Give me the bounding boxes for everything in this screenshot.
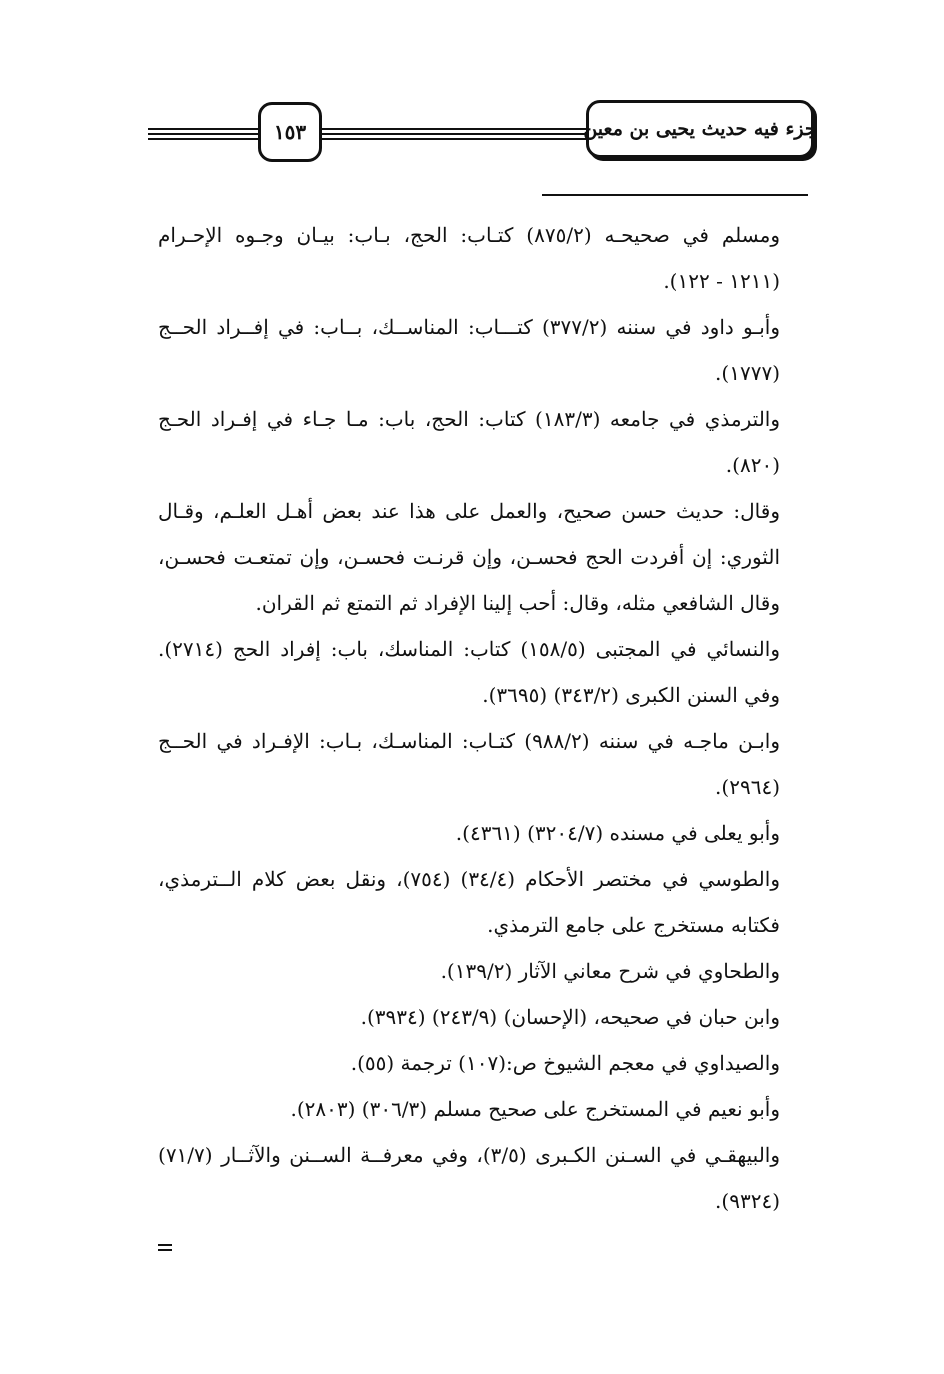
text-line: والطحاوي في شرح معاني الآثار (١٣٩/٢). [440,959,780,983]
text-line: وأبو يعلى في مسنده (٣٢٠٤/٧) (٤٣٦١). [455,821,780,845]
text-line: وابن حبان في صحيحه، (الإحسان) (٢٤٣/٩) (٣٩٣٤). [360,1005,780,1029]
text-line: والنسائي في المجتبى (١٥٨/٥) كتاب: المناسك، باب: إفراد الحج (٢٧١٤). [158,637,780,661]
text-line: والبيهقـي في السـنن الكـبرى (٣/٥)، وفي معرفــة الســنن والآثــار (٧١/٧) [158,1143,780,1167]
text-line: والطوسي في مختصر الأحكام (٣٤/٤) (٧٥٤)، ونقل بعض كلام الــترمذي، [158,867,780,891]
header-rule-middle [316,128,596,142]
text-line: (١٢١١ - ١٢٢). [663,269,780,293]
text-line: وأبو نعيم في المستخرج على صحيح مسلم (٣٠٦/٣) (٢٨٠٣). [290,1097,780,1121]
text-line: ومسلم في صحيحـه (٨٧٥/٢) كتـاب: الحج، بـاب: بيـان وجـوه الإحـرام [158,223,780,247]
text-line: فكتابه مستخرج على جامع الترمذي. [487,913,780,937]
text-line: وابـن ماجـه في سننه (٩٨٨/٢) كتـاب: المناسـك، بـاب: الإفـراد في الحــج [158,729,780,753]
footnote-end-mark [158,1244,172,1254]
text-line: (٩٣٢٤). [715,1189,780,1213]
text-line: والترمذي في جامعه (١٨٣/٣) كتاب: الحج، باب: مـا جـاء في إفـراد الحـج [158,407,780,431]
footnote-separator [542,194,808,196]
text-line: (٢٩٦٤). [715,775,780,799]
text-line: الثوري: إن أفردت الحج فحسـن، وإن قرنـت فحسـن، وإن تمتعـت فحسـن، [158,545,780,569]
text-line: وقال الشافعي مثله، وقال: أحب إلينا الإفراد ثم التمتع ثم القران. [255,591,780,615]
text-line: والصيداوي في معجم الشيوخ ص:(١٠٧) ترجمة (٥٥). [350,1051,780,1075]
text-line: وأبـو داود في سننه (٣٧٧/٢) كتـــاب: المناســك، بــاب: في إفــراد الحــج [158,315,780,339]
footnote-body [158,212,780,1224]
page-number: ١٥٣ [258,102,322,162]
running-title: جزء فيه حديث يحيى بن معين [586,100,814,158]
text-line: وقال: حديث حسن صحيح، والعمل على هذا عند بعض أهـل العلـم، وقـال [158,499,780,523]
text-line: وفي السنن الكبرى (٣٤٣/٢) (٣٦٩٥). [482,683,780,707]
text-line: (١٧٧٧). [715,361,780,385]
text-line: (٨٢٠). [725,453,780,477]
